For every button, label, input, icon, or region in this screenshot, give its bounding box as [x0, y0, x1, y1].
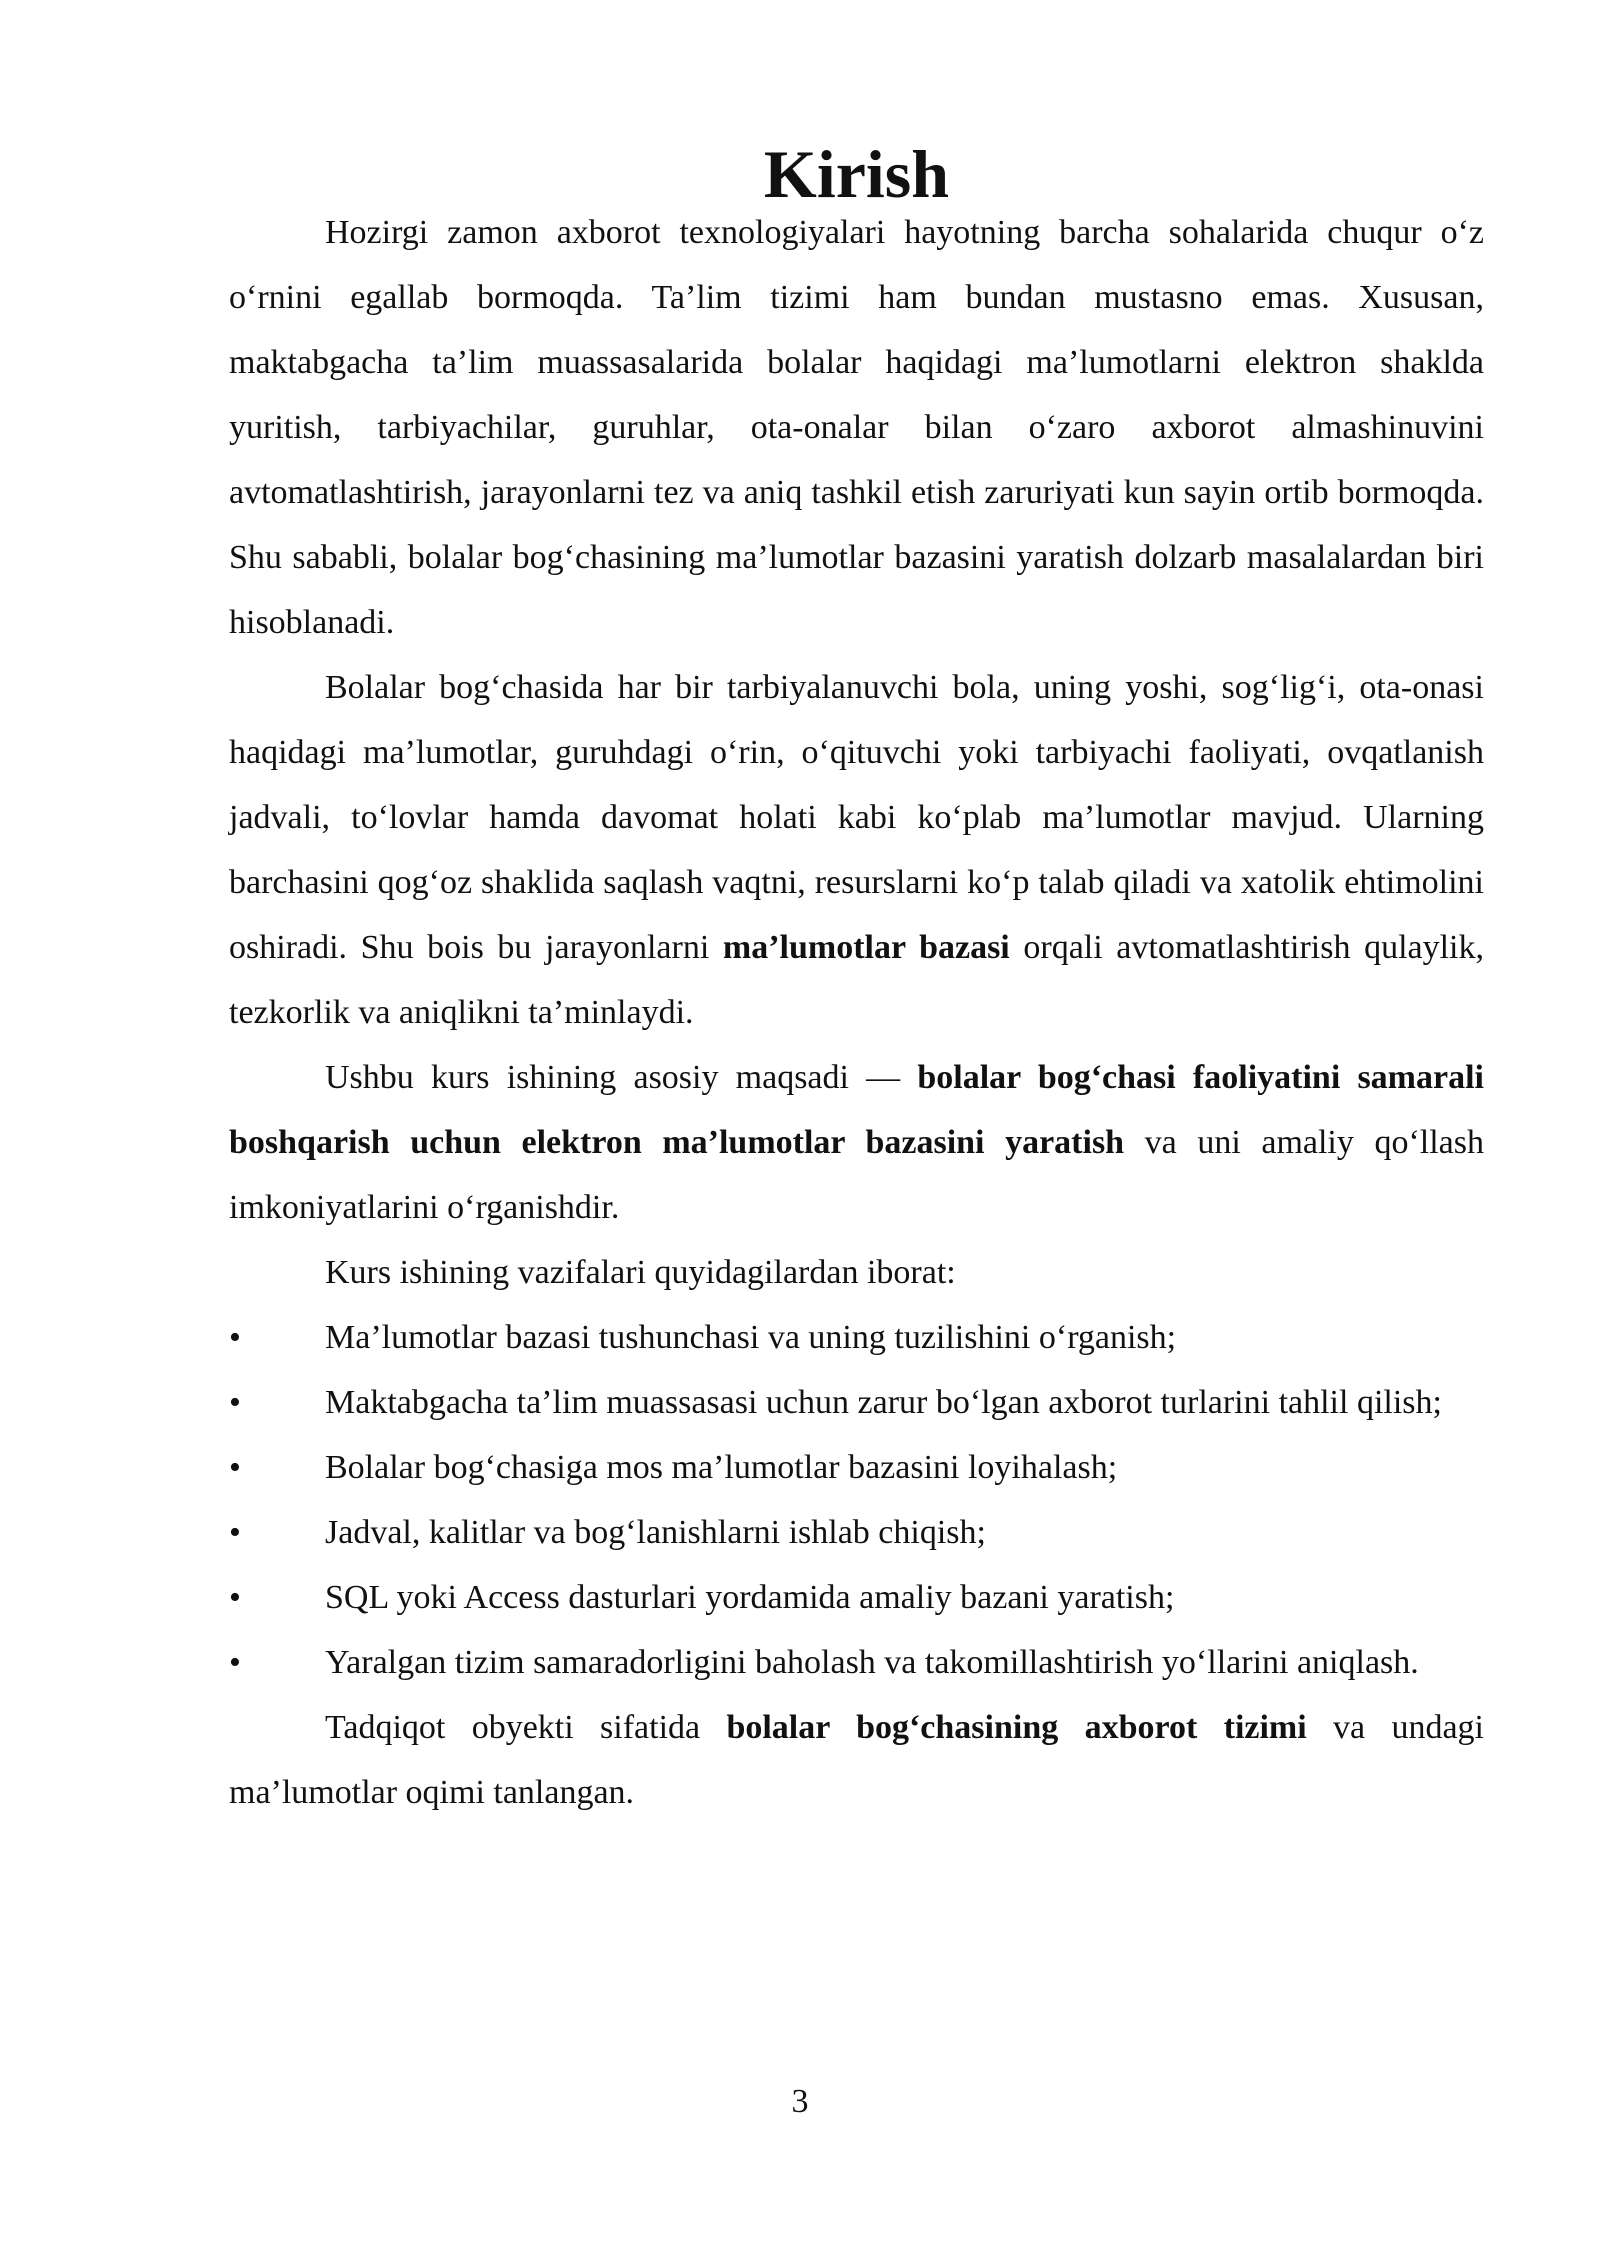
paragraph-text: va uni amaliy qo‘llash imkoniyatlarini o‘rganishdir. — [229, 1124, 1484, 1226]
list-item-text: Maktabgacha ta’lim muassasasi uchun zarur bo‘lgan axborot turlarini tahlil qilish; — [325, 1384, 1442, 1421]
bullet-icon: • — [229, 1384, 241, 1421]
research-object-paragraph — [229, 1695, 1484, 1825]
list-item-text: Ma’lumotlar bazasi tushunchasi va uning tuzilishini o‘rganish; — [325, 1319, 1177, 1356]
task-list — [229, 1305, 1484, 1695]
goal-paragraph — [229, 1045, 1484, 1240]
bullet-icon: • — [229, 1319, 241, 1356]
bullet-icon: • — [229, 1514, 241, 1551]
list-item-text: Jadval, kalitlar va bog‘lanishlarni ishlab chiqish; — [325, 1514, 986, 1551]
list-item — [229, 1435, 1484, 1500]
emphasized-text: ma’lumotlar bazasi — [722, 929, 1010, 966]
page-number: 3 — [791, 2083, 809, 2120]
paragraph-text: Kurs ishining vazifalari quyidagilardan iborat: — [325, 1254, 956, 1291]
paragraph-text: va undagi ma’lumotlar oqimi tanlangan. — [229, 1709, 1485, 1811]
paragraph-text: Hozirgi zamon axborot texnologiyalari hayotning barcha sohalarida chuqur o‘z o‘rnini egallab bormoqda. Ta’lim tizimi ham bundan mustasno emas. Xususan, maktabgacha ta’lim muassasalarida bolalar haqidagi ma’lumotlarni elektron shaklda yuritish, tarbiyachilar, guruhlar, ota-onalar bilan o‘zaro axborot almashinuvini avtomatlashtirish, jarayonlarni tez va aniq tashkil etish zaruriyati kun sayin ortib bormoqda. Shu sababli, bolalar bog‘chasining ma’lumotlar bazasini yaratish dolzarb masalalardan biri hisoblanadi. — [229, 214, 1484, 641]
paragraph-text: Tadqiqot obyekti sifatida — [325, 1709, 727, 1746]
tasks-intro-paragraph — [229, 1240, 1484, 1305]
list-item — [229, 1370, 1484, 1435]
list-item-text: SQL yoki Access dasturlari yordamida amaliy bazani yaratish; — [325, 1579, 1175, 1616]
bullet-icon: • — [229, 1449, 241, 1486]
list-item-text: Yaralgan tizim samaradorligini baholash va takomillashtirish yo‘llarini aniqlash. — [325, 1644, 1419, 1681]
bullet-icon: • — [229, 1579, 241, 1616]
paragraph-text: orqali avtomatlashtirish qulaylik, tezkorlik va aniqlikni ta’minlaydi. — [229, 929, 1484, 1031]
paragraph-text: Ushbu kurs ishining asosiy maqsadi — — [325, 1059, 918, 1096]
bullet-icon: • — [229, 1644, 241, 1681]
section-title: Kirish — [763, 136, 950, 212]
list-item — [229, 1500, 1484, 1565]
list-item-text: Bolalar bog‘chasiga mos ma’lumotlar bazasini loyihalash; — [325, 1449, 1118, 1486]
emphasized-text: bolalar bog‘chasi faoliyatini samarali boshqarish uchun elektron ma’lumotlar bazasini yaratish — [229, 1059, 1484, 1161]
paragraph-text: Bolalar bog‘chasida har bir tarbiyalanuvchi bola, uning yoshi, sog‘lig‘i, ota-onasi haqidagi ma’lumotlar, guruhdagi o‘rin, o‘qituvchi yoki tarbiyachi faoliyati, ovqatlanish jadvali, to‘lovlar hamda davomat holati kabi ko‘plab ma’lumotlar mavjud. Ularning barchasini qog‘oz shaklida saqlash vaqtni, resurslarni ko‘p talab qiladi va xatolik ehtimolini oshiradi. Shu bois bu jarayonlarni — [229, 669, 1484, 966]
list-item — [229, 1630, 1484, 1695]
page-content — [229, 136, 1485, 1825]
list-item — [229, 1305, 1484, 1370]
list-item — [229, 1565, 1484, 1630]
context-paragraph — [229, 655, 1484, 1045]
intro-paragraph — [229, 200, 1484, 655]
emphasized-text: bolalar bog‘chasining axborot tizimi — [726, 1709, 1307, 1746]
